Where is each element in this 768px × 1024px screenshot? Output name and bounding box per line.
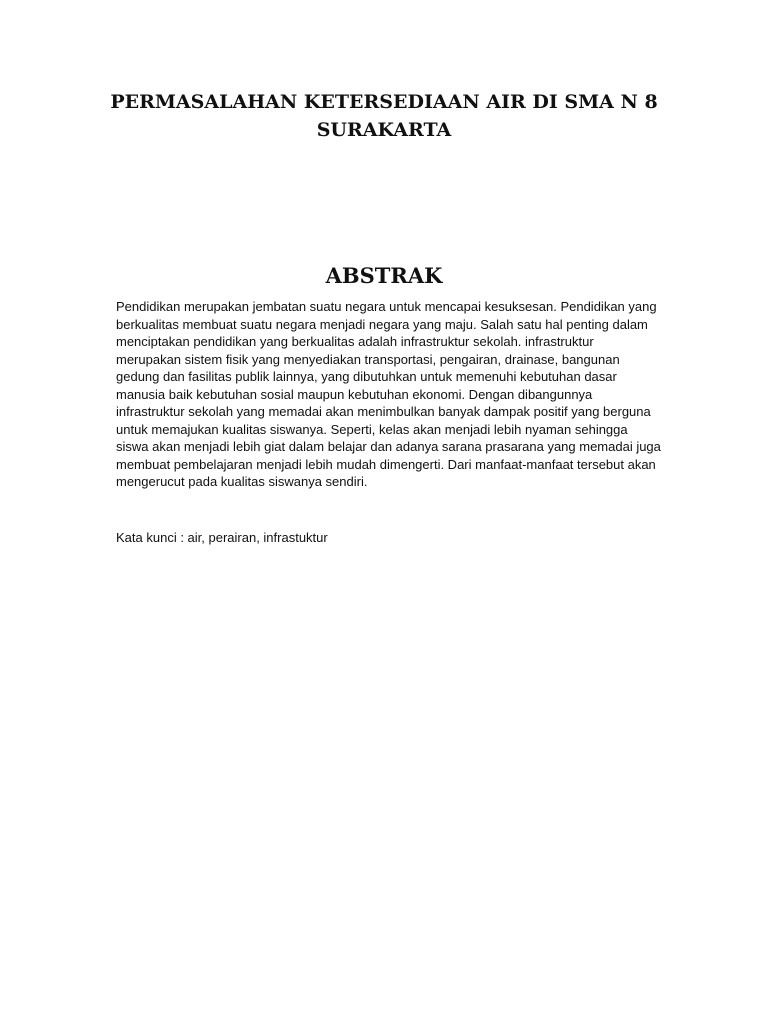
document-title: PERMASALAHAN KETERSEDIAAN AIR DI SMA N 8 SURAKARTA xyxy=(110,91,658,141)
keywords-line: Kata kunci : air, perairan, infrastuktur xyxy=(116,530,328,545)
abstract-heading: ABSTRAK xyxy=(325,263,443,288)
abstract-paragraph: Pendidikan merupakan jembatan suatu negara untuk mencapai kesuksesan. Pendidikan yang berkualitas membuat suatu negara menjadi negara yang maju. Salah satu hal penting dalam menciptakan pendidikan yang berkualitas adalah infrastruktur sekolah. infrastruktur merupakan sistem fisik yang menyediakan transportasi, pengairan, drainase, bangunan gedung dan fasilitas publik lainnya, yang dibutuhkan untuk memenuhi kebutuhan dasar manusia baik kebutuhan sosial maupun kebutuhan ekonomi. Dengan dibangunnya infrastruktur sekolah yang memadai akan menimbulkan banyak dampak positif yang berguna untuk memajukan kualitas siswanya. Seperti, kelas akan menjadi lebih nyaman sehingga siswa akan menjadi lebih giat dalam belajar dan adanya sarana prasarana yang memadai juga membuat pembelajaran menjadi lebih mudah dimengerti. Dari manfaat-manfaat tersebut akan mengerucut pada kualitas siswanya sendiri. xyxy=(116,299,661,489)
